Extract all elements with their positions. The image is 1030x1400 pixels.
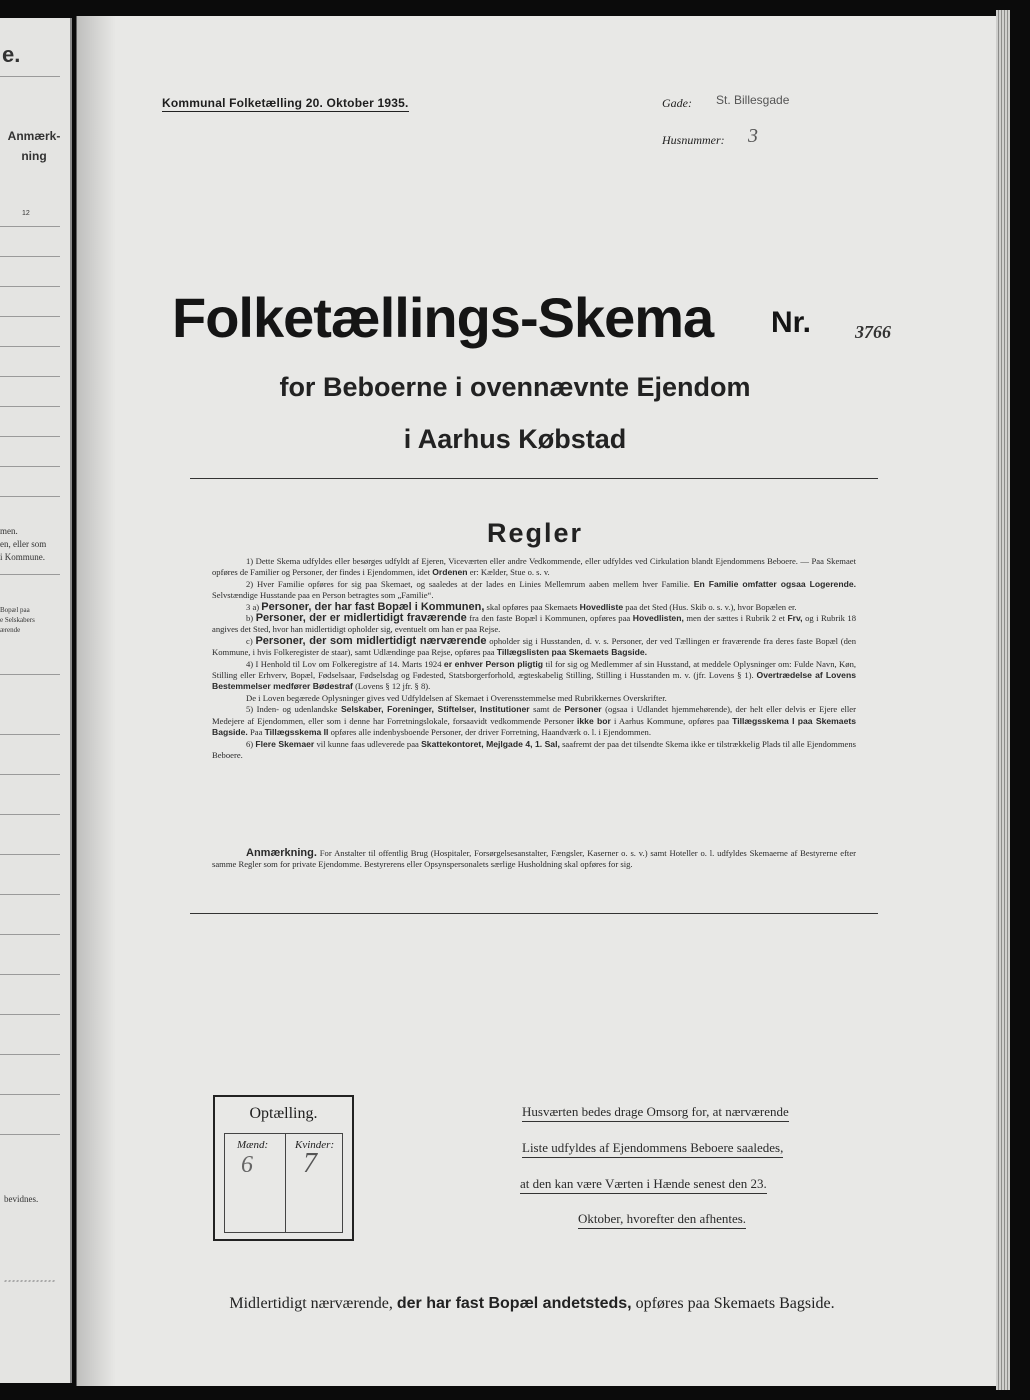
rule-2: 2) Hver Familie opføres for sig paa Skemaet, og saaledes at der lades en Linies Mellemrum aaben mellem hver Familie. En Familie omfatter ogsaa Logerende. Selvstændige Husstande paa en Person betragtes som „Familie“.: [212, 578, 856, 601]
count-title: Optælling.: [249, 1105, 318, 1122]
form-number-label: Nr.: [771, 306, 812, 339]
form-title: Folketællings-Skema: [172, 286, 714, 349]
men-count: 6: [241, 1152, 253, 1178]
rule-3c: c) Personer, der som midlertidigt nærværende opholder sig i Husstanden, d. v. s. Personer, der ved Tællingen er fraværende fra deres faste Bopæl (den Kommune, i hvis Folkeregister de staar), samt Udlændinge paa Rejse, opføres paa Tillægslisten paa Skemaets Bagside.: [212, 634, 856, 658]
previous-page-title-fragment: e.: [2, 42, 21, 67]
women-count: 7: [303, 1148, 317, 1179]
rule-3b: b) Personer, der er midlertidigt fraværende fra den faste Bopæl i Kommunen, opføres paa Hovedlisten, men der sættes i Rubrik 2 et Frv, og i Rubrik 18 angives det Sted, hvor han midlertidigt opholder sig, eventuelt om han er paa Rejse.: [212, 612, 857, 635]
previous-page-text: bevidnes.: [4, 1194, 39, 1204]
divider: [190, 913, 878, 914]
street-label: Gade:: [662, 96, 692, 110]
rule-1: 1) Dette Skema udfyldes eller besørges udfyldt af Ejeren, Viceværten eller andre Vedkommende, eller udfyldes ved Cirkulation blandt Ejendommens Beboere. — Paa Skemaet opføres de Familier og Personer, der findes i Ejendommen, idet Ordenen er: Kælder, Stue o. s. v.: [212, 556, 856, 578]
landlord-notice-line: Liste udfyldes af Ejendommens Beboere saaledes,: [522, 1140, 783, 1158]
house-number-label: Husnummer:: [662, 133, 725, 147]
column-number: 12: [22, 210, 30, 217]
previous-page-text: ærende: [0, 626, 21, 634]
page-stack-edges: [996, 10, 1010, 1390]
previous-page-strip: [0, 18, 72, 1383]
house-number-value: 3: [748, 125, 758, 147]
previous-page-text: Bopæl paa: [0, 606, 30, 614]
signature-scribble: [4, 1272, 58, 1282]
form-subtitle-city: i Aarhus Købstad: [403, 424, 627, 454]
rule-3a: 3 a) Personer, der har fast Bopæl i Kommunen, skal opføres paa Skemaets Hovedliste paa det Sted (Hus. Skib o. s. v.), hvor Bopælen er.: [246, 600, 797, 613]
rule-6: 6) Flere Skemaer vil kunne faas udleverede paa Skattekontoret, Mejlgade 4, 1. Sal, saafremt der paa det tilsendte Skema ikke er tilstrækkelig Plads til alle Ejendommens Beboere.: [212, 738, 856, 760]
landlord-notice-line: Husværten bedes drage Omsorg for, at nærværende: [522, 1104, 789, 1122]
previous-page-text: men.: [0, 526, 18, 536]
remarks-column-heading: Anmærk- ning: [7, 129, 61, 163]
previous-page-text: i Kommune.: [0, 552, 45, 562]
footer-note: Midlertidigt nærværende, der har fast Bopæl andetsteds, opføres paa Skemaets Bagside.: [229, 1295, 835, 1312]
previous-page-text: en, eller som: [0, 539, 47, 549]
rule-4-note: De i Loven begærede Oplysninger gives ved Udfyldelsen af Skemaet i Overensstemmelse med Rubrikkernes Overskrifter.: [246, 692, 667, 703]
rules-heading: Regler: [486, 518, 584, 548]
rules-list: [212, 556, 856, 761]
form-subtitle: for Beboerne i ovennævnte Ejendom: [279, 372, 751, 402]
landlord-notice-line: at den kan være Værten i Hænde senest den 23.: [520, 1176, 767, 1194]
men-label: Mænd:: [237, 1139, 269, 1151]
rule-4: 4) I Henhold til Lov om Folkeregistre af 14. Marts 1924 er enhver Person pligtig til for sig og Medlemmer af sin Husstand, at meddele Oplysninger om: Fulde Navn, Køn, Stilling eller Erhverv, Bopæl, Fødselsaar, Fødselsdag og Fødested, Statsborgerforhold, ægteskabelig Stilling, Stilling i Husstanden m. v. (jfr. Lovens § 1). Overtrædelse af Lovens Bestemmelser medfører Bødestraf (Lovens § 12 jfr. § 8).: [212, 658, 857, 692]
remark-text: For Anstalter til offentlig Brug (Hospitaler, Forsørgelsesanstalter, Fængsler, Kaserner o. s. v.) samt Hoteller o. l. udfyldes Skemaerne af Bestyrerne efter samme Regler som for private Ejendomme. Bestyrerens eller Opsynspersonalets særlige Husholdning skal opføres for sig.: [212, 848, 856, 870]
divider: [190, 478, 878, 479]
street-value: St. Billesgade: [716, 93, 790, 107]
remark-note: [212, 848, 856, 871]
count-table: [224, 1133, 343, 1233]
women-label: Kvinder:: [295, 1139, 335, 1151]
census-title: Kommunal Folketælling 20. Oktober 1935.: [162, 96, 409, 110]
count-box: [213, 1095, 354, 1241]
landlord-notice-line: Oktober, hvorefter den afhentes.: [578, 1211, 746, 1229]
rule-5: 5) Inden- og udenlandske Selskaber, Foreninger, Stiftelser, Institutioner samt de Personer (ogsaa i Udlandet hjemmehørende), der helt eller delvis er Ejere eller Medejere af Ejendommen, eller som i denne har Forretningslokale, forsaavidt vedkommende Personer ikke bor i Aarhus Kommune, opføres paa Tillægsskema I paa Skemaets Bagside. Paa Tillægsskema II opføres alle indenbysboende Personer, der driver Forretning, Haandværk o. l. i Ejendommen.: [212, 704, 856, 738]
form-number-value: 3766: [855, 322, 891, 342]
remark-label: Anmærkning.: [246, 847, 317, 859]
previous-page-text: e Selskabers: [0, 616, 35, 624]
